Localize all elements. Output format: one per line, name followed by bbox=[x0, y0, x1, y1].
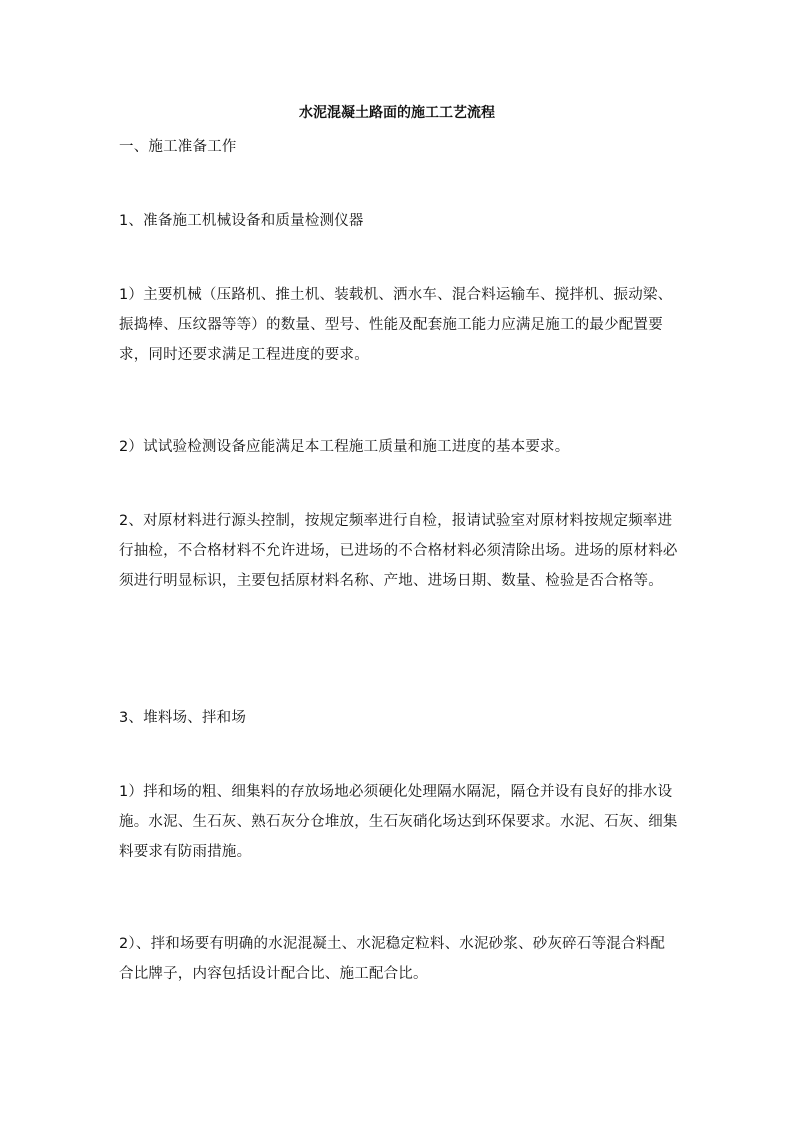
subsection-heading-stockyard: 3、堆料场、拌和场 bbox=[119, 710, 247, 726]
paragraph-testing-equipment: 2）试试验检测设备应能满足本工程施工质量和施工进度的基本要求。 bbox=[119, 439, 570, 455]
subsection-heading-equipment: 1、准备施工机械设备和质量检测仪器 bbox=[119, 213, 364, 229]
paragraph-main-machinery: 1）主要机械（压路机、推土机、装载机、洒水车、混合料运输车、搅拌机、振动梁、振捣棒、压纹器等等）的数量、型号、性能及配套施工能力应满足施工的最少配置要求，同时还要求满足工程进度的要求。 bbox=[119, 287, 673, 363]
paragraph-raw-material-control: 2、对原材料进行源头控制，按规定频率进行自检，报请试验室对原材料按规定频率进行抽检，不合格材料不允许进场，已进场的不合格材料必须清除出场。进场的原材料必须进行明显标识，主要包括原材料名称、产地、进场日期、数量、检验是否合格等。 bbox=[119, 513, 678, 589]
document-title: 水泥混凝土路面的施工工艺流程 bbox=[299, 105, 495, 121]
section-heading-preparation: 一、施工准备工作 bbox=[119, 139, 237, 155]
paragraph-mix-proportion-signs: 2）、拌和场要有明确的水泥混凝土、水泥稳定粒料、水泥砂浆、砂灰碎石等混合料配合比牌子，内容包括设计配合比、施工配合比。 bbox=[119, 936, 666, 982]
paragraph-mixing-yard-storage: 1）拌和场的粗、细集料的存放场地必须硬化处理隔水隔泥，隔仓并设有良好的排水设施。水泥、生石灰、熟石灰分仓堆放，生石灰硝化场达到环保要求。水泥、石灰、细集料要求有防雨措施。 bbox=[119, 784, 678, 860]
